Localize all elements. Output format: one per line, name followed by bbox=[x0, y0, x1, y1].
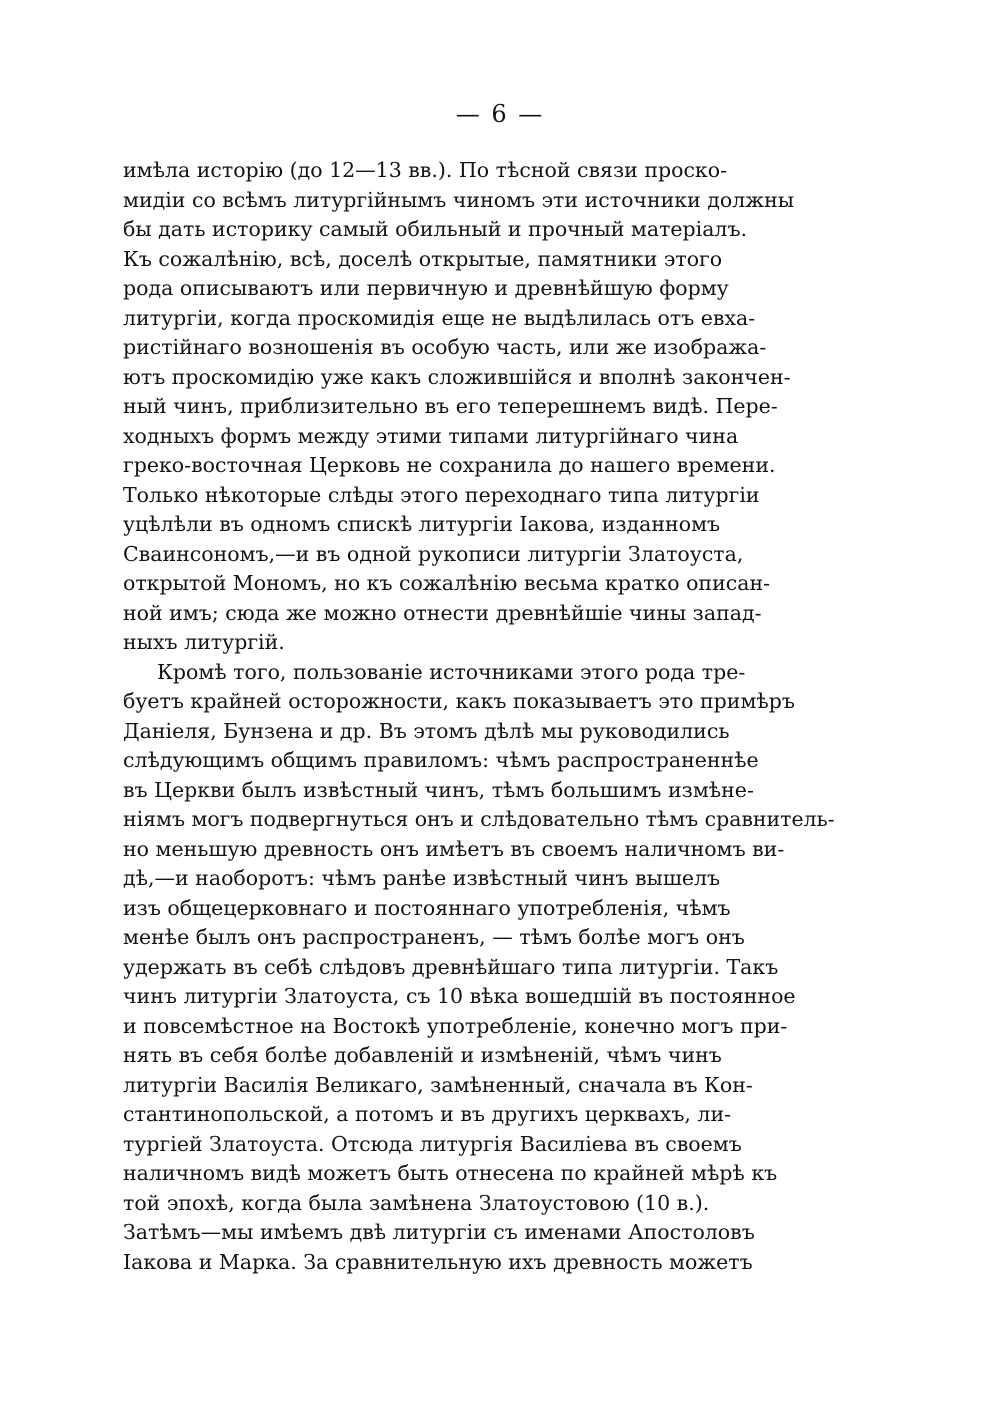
text-line: стантинопольской, а потомъ и въ другихъ церквахъ, ли- bbox=[123, 1102, 732, 1126]
text-line: ной имъ; сюда же можно отнести древнѣйшіе чины запад- bbox=[123, 600, 762, 625]
text-line: чинъ литургіи Златоуста, съ 10 вѣка вошедшій въ постоянное bbox=[123, 984, 796, 1008]
text-line: буетъ крайней осторожности, какъ показываетъ это примѣръ bbox=[123, 689, 795, 713]
text-line: Затѣмъ—мы имѣемъ двѣ литургіи съ именами Апостоловъ bbox=[123, 1220, 755, 1244]
text-line: но меньшую древность онъ имѣетъ въ своемъ наличномъ ви- bbox=[123, 836, 785, 861]
body-text bbox=[123, 156, 835, 1277]
text-line: Даніеля, Бунзена и др. Въ этомъ дѣлѣ мы руководились bbox=[123, 718, 730, 743]
text-line: бы дать историку самый обильный и прочный матеріалъ. bbox=[123, 217, 748, 241]
text-line: удержать въ себѣ слѣдовъ древнѣйшаго типа литургіи. Такъ bbox=[123, 954, 779, 979]
text-line: ніямъ могъ подвергнуться онъ и слѣдовательно тѣмъ сравнитель- bbox=[123, 807, 835, 831]
text-line: наличномъ видѣ можетъ быть отнесена по крайней мѣрѣ къ bbox=[123, 1161, 778, 1185]
text-line: въ Церкви былъ извѣстный чинъ, тѣмъ большимъ измѣне- bbox=[123, 777, 754, 802]
text-line: Къ сожалѣнію, всѣ, доселѣ открытые, памятники этого bbox=[123, 246, 723, 271]
text-line: ристійнаго возношенія въ особую часть, или же изобража- bbox=[123, 335, 767, 359]
text-line: ныхъ литургій. bbox=[123, 630, 285, 654]
text-line: открытой Мономъ, но къ сожалѣнію весьма кратко описан- bbox=[123, 571, 771, 595]
text-line: литургіи, когда проскомидія еще не выдѣлилась отъ евха- bbox=[123, 305, 756, 330]
text-line: греко-восточная Церковь не сохранила до нашего времени. bbox=[123, 453, 776, 477]
text-line: рода описываютъ или первичную и древнѣйшую форму bbox=[123, 276, 729, 300]
text-line: слѣдующимъ общимъ правиломъ: чѣмъ распространеннѣе bbox=[123, 748, 759, 772]
text-line: тургіей Златоуста. Отсюда литургія Василіева въ своемъ bbox=[123, 1131, 742, 1156]
text-line: Сваинсономъ,—и въ одной рукописи литургіи Златоуста, bbox=[123, 541, 744, 566]
paragraph bbox=[123, 658, 835, 1278]
text-line: Кромѣ того, пользованіе источниками этого рода тре- bbox=[157, 659, 746, 684]
text-line: дѣ,—и наоборотъ: чѣмъ ранѣе извѣстный чинъ вышелъ bbox=[123, 866, 721, 890]
text-line: изъ общецерковнаго и постояннаго употребленія, чѣмъ bbox=[123, 895, 731, 920]
text-line: имѣла исторію (до 12—13 вв.). По тѣсной связи проско- bbox=[123, 158, 728, 182]
text-line: той эпохѣ, когда была замѣнена Златоустовою (10 в.). bbox=[123, 1190, 710, 1215]
text-line: Только нѣкоторые слѣды этого переходнаго типа литургіи bbox=[123, 482, 760, 507]
text-line: литургіи Василія Великаго, замѣненный, сначала въ Кон- bbox=[123, 1072, 753, 1097]
text-line: Іакова и Марка. За сравнительную ихъ древность можетъ bbox=[123, 1249, 753, 1274]
text-line: ютъ проскомидію уже какъ сложившійся и вполнѣ закончен- bbox=[123, 364, 791, 389]
page-number: — 6 — bbox=[455, 100, 545, 128]
text-line: менѣе былъ онъ распространенъ, — тѣмъ болѣе могъ онъ bbox=[123, 925, 745, 949]
text-line: мидіи со всѣмъ литургійнымъ чиномъ эти источники должны bbox=[123, 187, 795, 212]
text-line: ный чинъ, приблизительно въ его теперешнемъ видѣ. Пере- bbox=[123, 394, 778, 418]
text-line: ходныхъ формъ между этими типами литургійнаго чина bbox=[123, 423, 739, 448]
text-line: уцѣлѣли въ одномъ спискѣ литургіи Іакова, изданномъ bbox=[123, 512, 721, 536]
paragraph bbox=[123, 156, 835, 658]
text-line: и повсемѣстное на Востокѣ употребленіе, конечно могъ при- bbox=[123, 1013, 788, 1038]
text-line: нять въ себя болѣе добавленій и измѣненій, чѣмъ чинъ bbox=[123, 1043, 722, 1067]
